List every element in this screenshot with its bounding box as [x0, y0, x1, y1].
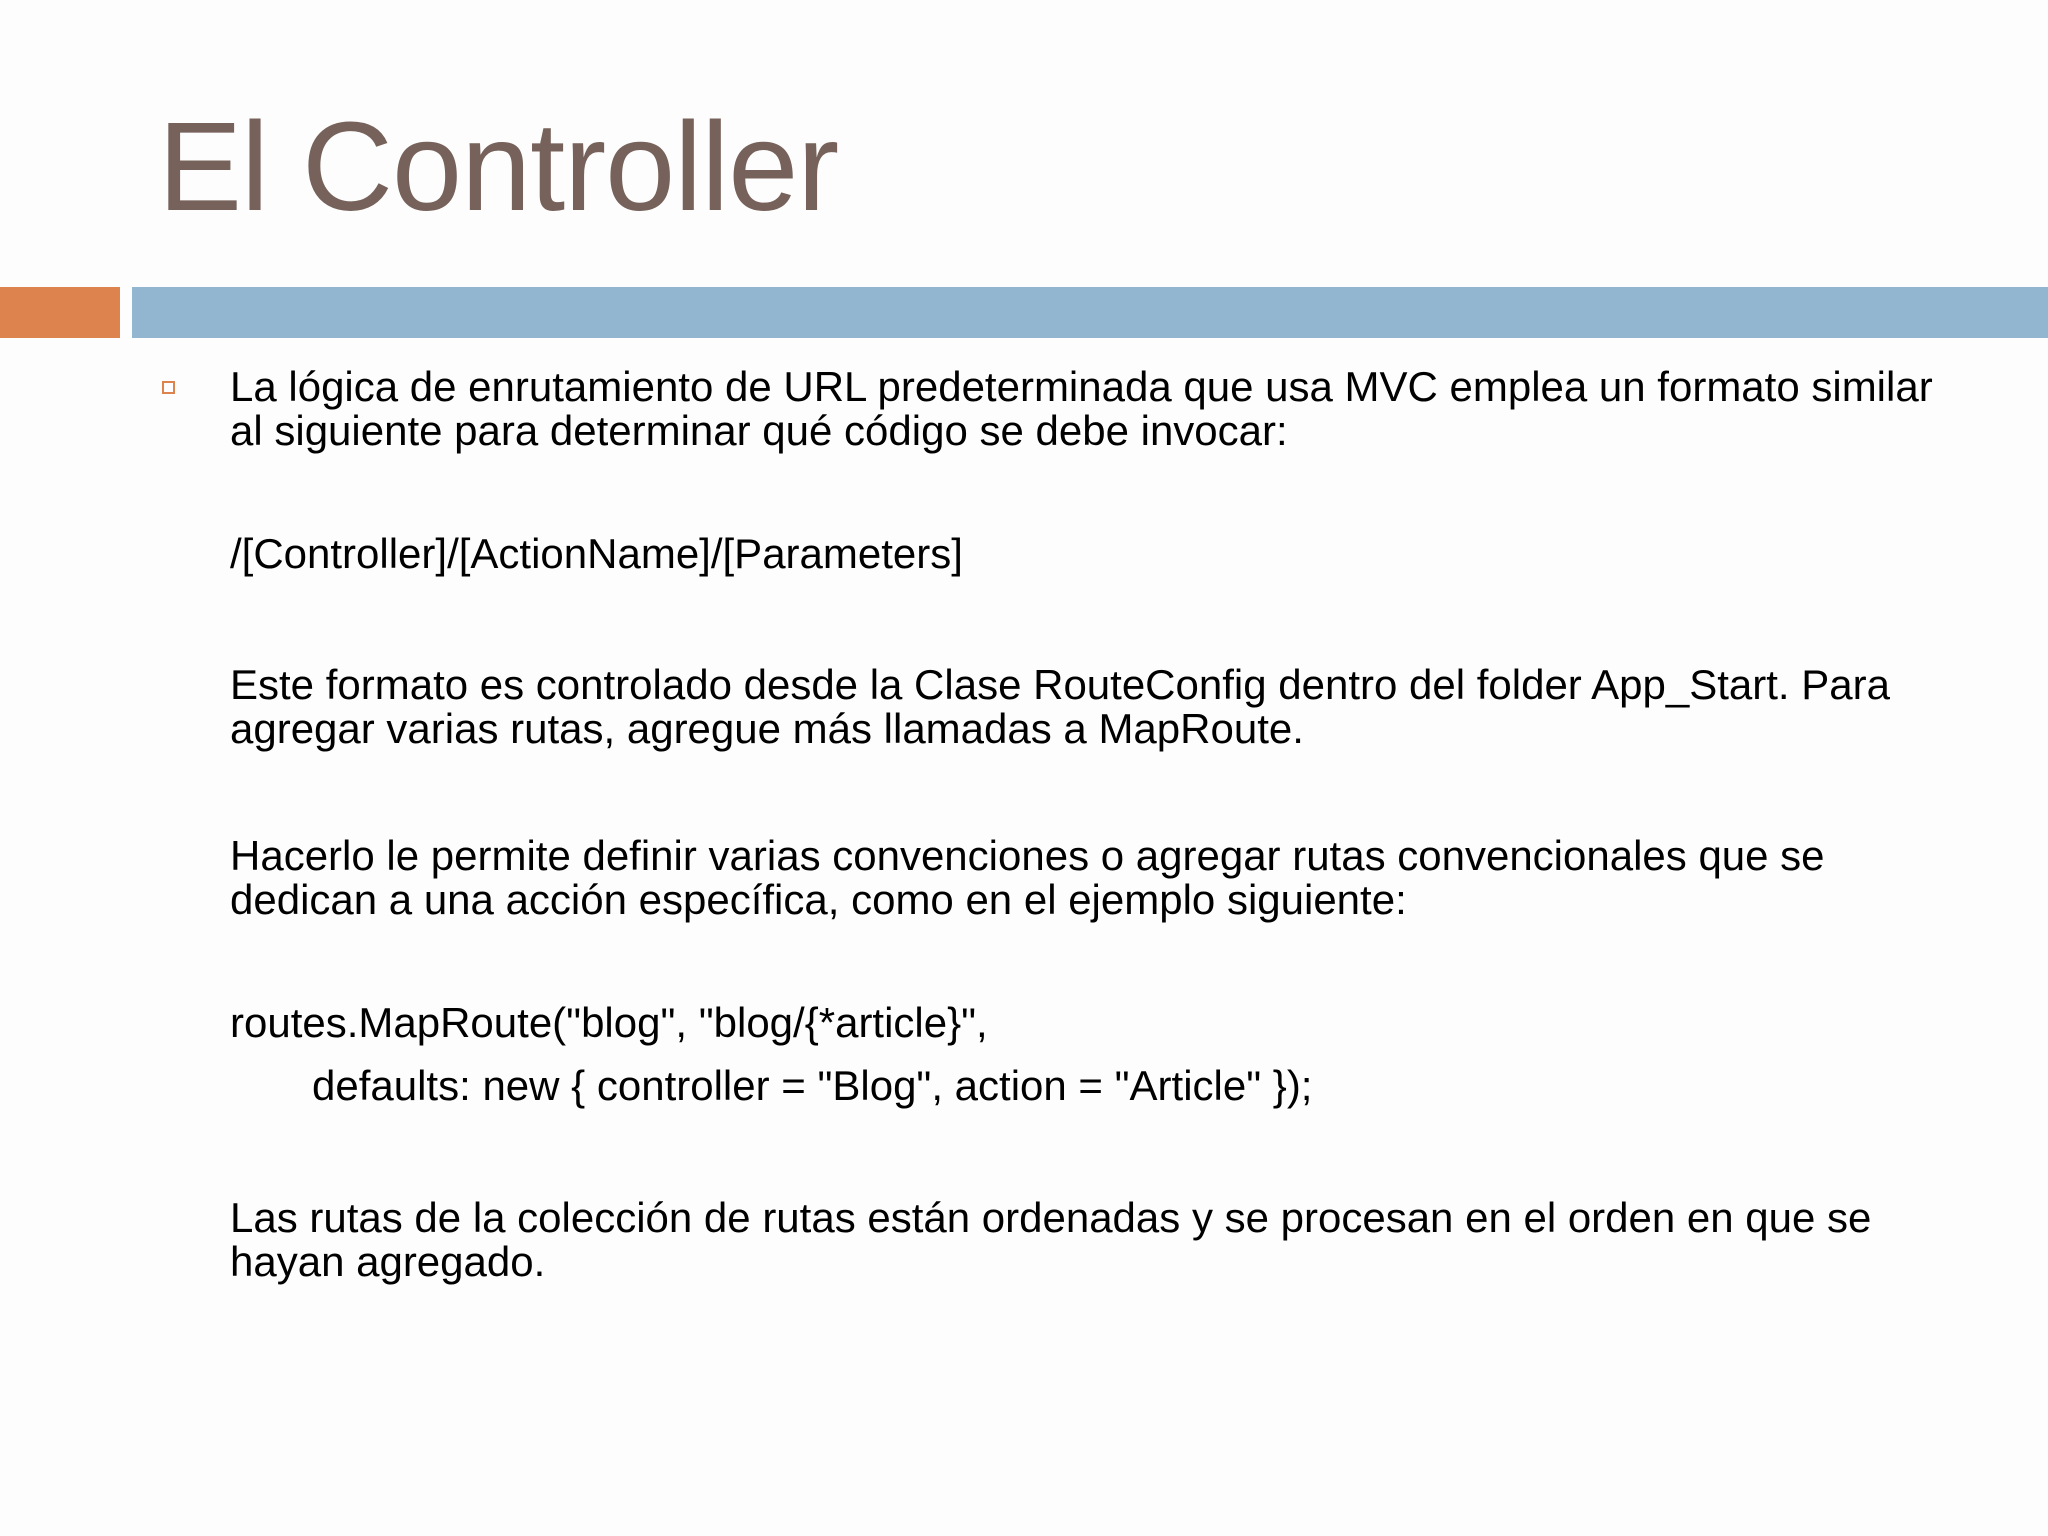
code-line-1: routes.MapRoute("blog", "blog/{*article}",	[230, 999, 988, 1046]
paragraph-order: Las rutas de la colección de rutas están ordenadas y se procesan en el orden en que se hayan agregado.	[230, 1194, 1872, 1285]
slide-title: El Controller	[158, 96, 839, 237]
accent-bar-orange	[0, 287, 120, 338]
paragraph-intro: La lógica de enrutamiento de URL predeterminada que usa MVC emplea un formato similar al siguiente para determinar qué código se debe invocar:	[230, 363, 1933, 454]
accent-bar-blue	[132, 287, 2048, 338]
paragraph-conventions: Hacerlo le permite definir varias convenciones o agregar rutas convencionales que se dedican a una acción específica, como en el ejemplo siguiente:	[230, 832, 1825, 923]
hollow-square-bullet-icon	[162, 381, 175, 394]
route-format: /[Controller]/[ActionName]/[Parameters]	[230, 530, 963, 577]
paragraph-routeconfig: Este formato es controlado desde la Clase RouteConfig dentro del folder App_Start. Para agregar varias rutas, agregue más llamadas a MapRoute.	[230, 661, 1890, 752]
code-line-2: defaults: new { controller = "Blog", action = "Article" });	[312, 1062, 1313, 1109]
